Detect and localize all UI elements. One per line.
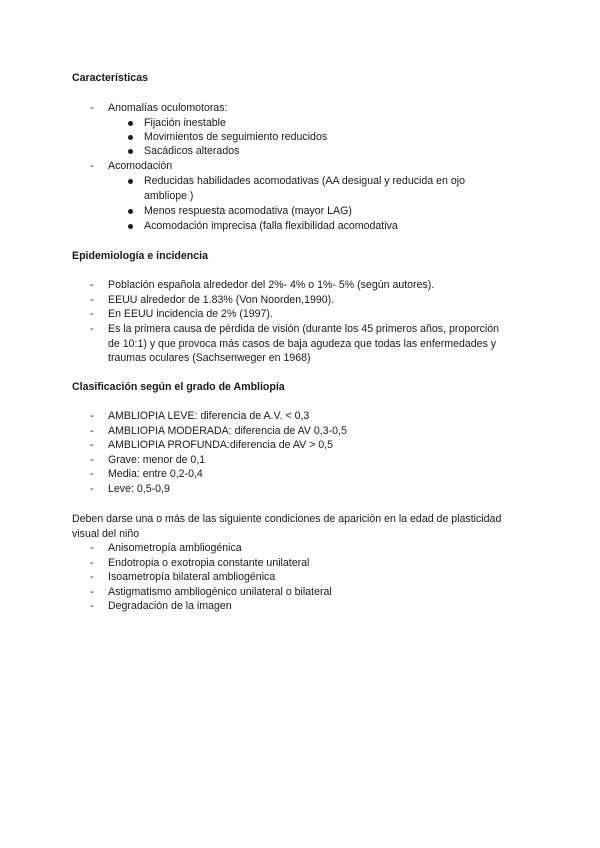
list-item: AMBLIOPIA LEVE: diferencia de A.V. < 0,3 (108, 410, 310, 422)
list-item: Anisometropía ambliogénica (108, 542, 242, 554)
paragraph-condiciones-continuation: visual del niño (72, 528, 140, 540)
bullet-dot (128, 179, 133, 184)
list-item: EEUU alrededor de 1.83% (Von Noorden,1990). (108, 294, 335, 306)
bullet-dot (128, 224, 133, 229)
dash-bullet: - (90, 571, 94, 583)
sublist-item: Fijación inestable (144, 117, 226, 129)
paragraph-condiciones: Deben darse una o más de las siguiente condiciones de aparición en la edad de plasticidad (72, 513, 502, 525)
dash-bullet: - (90, 279, 94, 291)
list-item-oculomotoras: Anomalías oculomotoras: (108, 102, 228, 114)
dash-bullet: - (90, 483, 94, 495)
bullet-dot (128, 135, 133, 140)
list-item: Media: entre 0,2-0,4 (108, 468, 203, 480)
list-item: Grave: menor de 0,1 (108, 454, 206, 466)
heading-epidemiologia: Epidemiología e incidencia (72, 250, 208, 262)
list-item: Degradación de la imagen (108, 600, 232, 612)
sublist-item: Reducidas habilidades acomodativas (AA desigual y reducida en ojo (144, 175, 465, 187)
list-item: AMBLIOPIA MODERADA: diferencia de AV 0,3-0,5 (108, 425, 347, 437)
list-item: Leve: 0,5-0,9 (108, 483, 170, 495)
list-item: Es la primera causa de pérdida de visión (durante los 45 primeros años, proporción (108, 323, 500, 335)
heading-caracteristicas: Características (72, 72, 148, 84)
dash-bullet: - (90, 160, 94, 172)
list-item-continuation: de 10:1) y que provoca más casos de baja agudeza que todas las enfermedades y (108, 338, 497, 350)
list-item: Población española alrededor del 2%- 4% o 1%- 5% (según autores). (108, 279, 435, 291)
bullet-dot (128, 209, 133, 214)
dash-bullet: - (90, 557, 94, 569)
dash-bullet: - (90, 439, 94, 451)
bullet-dot (128, 149, 133, 154)
dash-bullet: - (90, 294, 94, 306)
list-item: Isoametropía bilateral ambliogénica (108, 571, 276, 583)
list-item: En EEUU incidencia de 2% (1997). (108, 308, 273, 320)
sublist-item: Acomodación imprecisa (falla flexibilidad acomodativa (144, 220, 398, 232)
dash-bullet: - (90, 102, 94, 114)
dash-bullet: - (90, 542, 94, 554)
sublist-item: Menos respuesta acomodativa (mayor LAG) (144, 205, 352, 217)
dash-bullet: - (90, 468, 94, 480)
bullet-dot (128, 121, 133, 126)
sublist-item-continuation: ambliope ) (144, 190, 194, 202)
dash-bullet: - (90, 454, 94, 466)
list-item: AMBLIOPIA PROFUNDA:diferencia de AV > 0,5 (108, 439, 334, 451)
dash-bullet: - (90, 586, 94, 598)
dash-bullet: - (90, 323, 94, 335)
dash-bullet: - (90, 425, 94, 437)
dash-bullet: - (90, 600, 94, 612)
dash-bullet: - (90, 308, 94, 320)
list-item: Endotropia o exotropia constante unilateral (108, 557, 310, 569)
sublist-item: Movimientos de seguimiento reducidos (144, 131, 328, 143)
list-item: Astigmatismo ambliogénico unilateral o bilateral (108, 586, 332, 598)
heading-clasificacion: Clasificación según el grado de Ambliopía (72, 381, 285, 393)
list-item-acomodacion: Acomodación (108, 160, 173, 172)
list-item-continuation: traumas oculares (Sachsenweger en 1968) (108, 352, 311, 364)
dash-bullet: - (90, 410, 94, 422)
sublist-item: Sacádicos alterados (144, 145, 240, 157)
